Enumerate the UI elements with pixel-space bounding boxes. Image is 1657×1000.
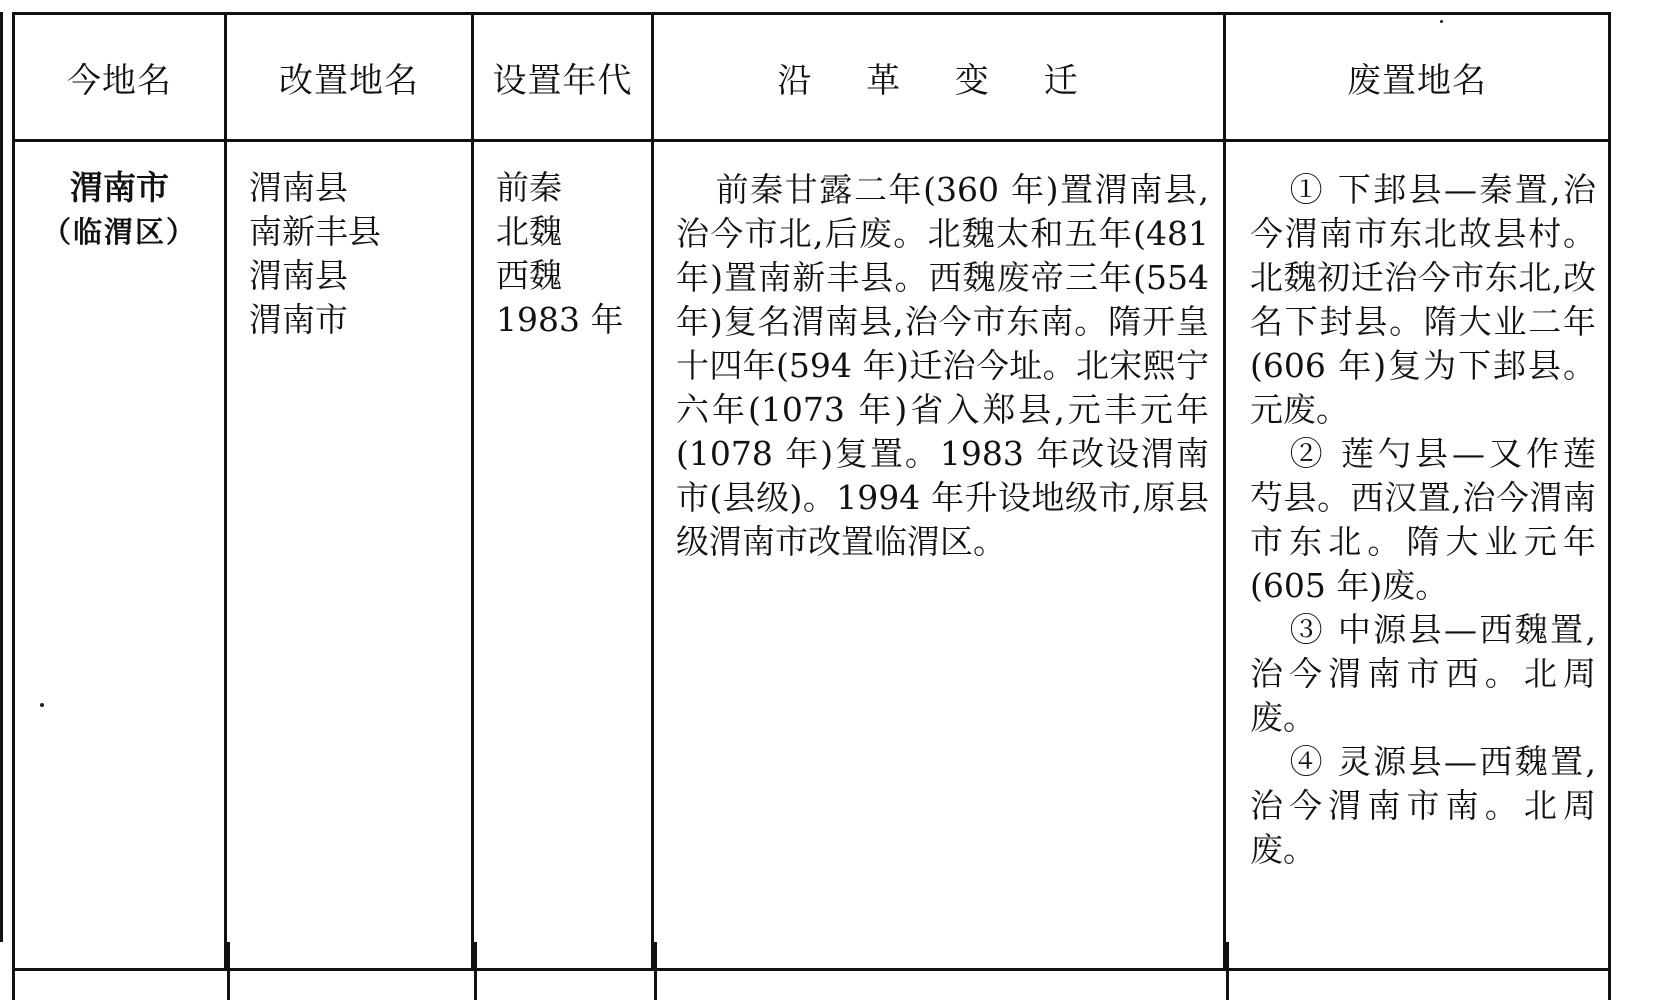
changed-name: 南新丰县 <box>249 212 381 251</box>
table-header-row <box>14 14 1610 141</box>
table-row <box>14 141 1610 970</box>
header-abolished: 废置地名 <box>1225 14 1610 141</box>
cell-abolished <box>1225 141 1610 970</box>
header-era: 设置年代 <box>473 14 653 141</box>
era-item: 北魏 <box>496 212 562 251</box>
header-changed-name: 改置地名 <box>226 14 473 141</box>
header-history-label: 沿 革 变 迁 <box>777 60 1100 101</box>
column-divider <box>1608 942 1611 1000</box>
next-row-top-border <box>12 942 1611 1000</box>
abolished-entry-4: ④ 灵源县—西魏置,治今渭南市南。北周废。 <box>1250 742 1596 869</box>
era-item: 前秦 <box>496 168 562 207</box>
scan-speck <box>40 703 44 707</box>
abolished-entry-1: ① 下邽县—秦置,治今渭南市东北故县村。北魏初迁治今市东北,改名下封县。隋大业二年(606 年)复为下邽县。元废。 <box>1250 170 1596 429</box>
abolished-entry-3: ③ 中源县—西魏置,治今渭南市西。北周废。 <box>1250 610 1596 737</box>
era-item: 1983 年 <box>496 300 624 339</box>
column-divider <box>654 942 657 1000</box>
abolished-entry-2: ② 莲勺县—又作莲芍县。西汉置,治今渭南市东北。隋大业元年(605 年)废。 <box>1250 434 1596 605</box>
cell-history <box>653 141 1225 970</box>
page-edge-line <box>0 12 3 942</box>
column-divider <box>474 942 477 1000</box>
cell-eras <box>473 141 653 970</box>
header-history <box>653 14 1225 141</box>
today-name: 渭南市 <box>70 168 169 207</box>
header-today-name: 今地名 <box>14 14 226 141</box>
cell-changed-names <box>226 141 473 970</box>
cell-today-name <box>14 141 226 970</box>
changed-name: 渭南县 <box>249 256 348 295</box>
changed-name: 渭南县 <box>249 168 348 207</box>
column-divider <box>1226 942 1229 1000</box>
changed-name: 渭南市 <box>249 300 348 339</box>
scan-speck <box>1440 20 1443 23</box>
today-name-sub: （临渭区） <box>41 215 197 249</box>
column-divider <box>227 942 230 1000</box>
era-item: 西魏 <box>496 256 562 295</box>
place-name-table <box>12 12 1611 971</box>
history-text: 前秦甘露二年(360 年)置渭南县,治今市北,后废。北魏太和五年(481 年)置南新丰县。西魏废帝三年(554 年)复名渭南县,治今市东南。隋开皇十四年(594 年)迁治今址。北宋熙宁六年(1073 年)省入郑县,元丰元年(1078 年)复置。1983 年改设渭南市(县级)。1994 年升设地级市,原县级渭南市改置临渭区。 <box>676 170 1209 561</box>
